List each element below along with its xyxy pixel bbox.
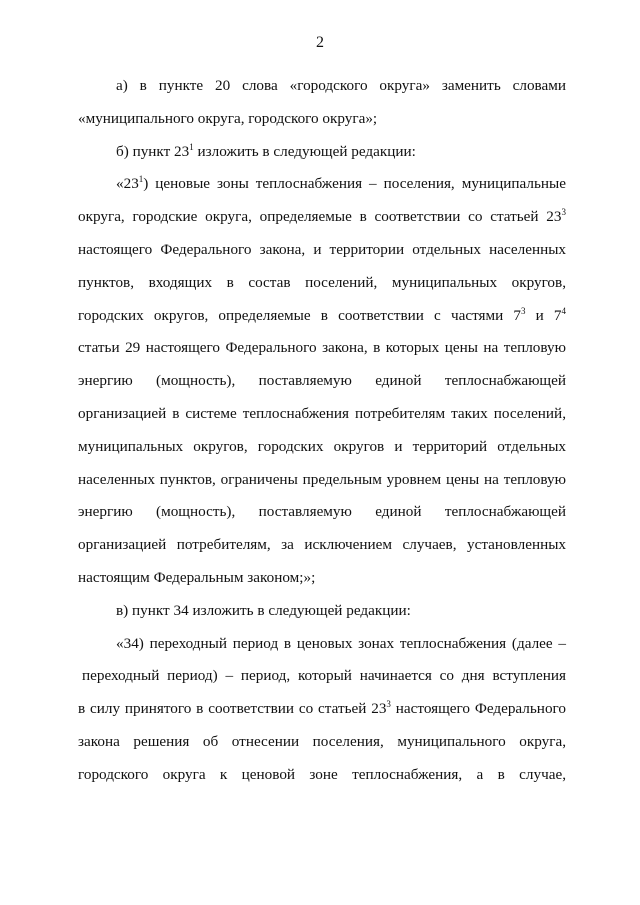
- paragraph-p-v: [78, 595, 566, 628]
- text-run: ) ценовые зоны теплоснабжения – поселения, муниципальные: [143, 175, 566, 193]
- superscript-index: 4: [561, 305, 566, 316]
- text-run: муниципальных округов, городских округов и территорий отдельных: [78, 437, 566, 455]
- paragraph-p-34: [78, 628, 566, 792]
- text-run: «муниципального округа, городского округа»;: [78, 109, 378, 127]
- text-run: изложить в следующей редакции:: [193, 142, 416, 160]
- text-run: организацией в системе теплоснабжения потребителям таких поселений,: [78, 404, 566, 422]
- text-line: [78, 628, 566, 661]
- text-line: [78, 660, 566, 693]
- text-line: [78, 595, 566, 628]
- text-line: [78, 562, 566, 595]
- text-line: [78, 759, 566, 792]
- text-run: в силу принятого в соответствии со статьей 23: [78, 700, 387, 718]
- text-run: населенных пунктов, ограничены предельным уровнем цены на тепловую: [78, 470, 566, 488]
- text-line: [78, 365, 566, 398]
- text-line: [78, 168, 566, 201]
- text-run: а) в пункте 20 слова «городского округа» заменить словами: [116, 77, 566, 94]
- superscript-index: 3: [386, 699, 391, 710]
- text-run: б) пункт 23: [116, 142, 190, 160]
- text-line: [78, 398, 566, 431]
- document-body: [78, 70, 566, 792]
- text-line: [78, 496, 566, 529]
- text-run: статьи 29 настоящего Федерального закона, в которых цены на тепловую: [78, 339, 566, 357]
- paragraph-p-a: [78, 70, 566, 136]
- text-run: пунктов, входящих в состав поселений, муниципальных округов,: [78, 273, 566, 291]
- text-run: городских округов, определяемые в соответствии с частями 7: [78, 306, 521, 324]
- text-line: [78, 103, 566, 136]
- text-run: городского округа к ценовой зоне теплоснабжения, а в случае,: [78, 765, 566, 783]
- text-line: [78, 332, 566, 365]
- superscript-index: 1: [189, 141, 194, 152]
- superscript-index: 3: [520, 305, 526, 316]
- text-line: [78, 234, 566, 267]
- text-run: закона решения об отнесении поселения, муниципального округа,: [78, 732, 566, 750]
- text-run: энергию (мощность), поставляемую единой теплоснабжающей: [78, 503, 566, 521]
- page-number: 2: [316, 34, 324, 51]
- paragraph-p-23-1: [78, 168, 566, 594]
- text-line: [78, 70, 566, 103]
- superscript-index: 3: [561, 207, 566, 218]
- text-run: и 7: [525, 306, 562, 324]
- text-line: [78, 431, 566, 464]
- text-line: [78, 726, 566, 759]
- text-line: [78, 693, 566, 726]
- text-line: [78, 300, 566, 333]
- superscript-index: 1: [138, 174, 144, 185]
- text-run: настоящим Федеральным законом;»;: [78, 568, 316, 586]
- text-run: округа, городские округа, определяемые в соответствии со статьей 23: [78, 208, 562, 226]
- text-line: [78, 201, 566, 234]
- text-run: настоящего Федерального закона, и территории отдельных населенных: [78, 240, 566, 258]
- text-line: [78, 464, 566, 497]
- text-line: [78, 136, 566, 169]
- text-run: «23: [116, 175, 139, 193]
- text-run: настоящего Федерального: [390, 700, 566, 718]
- text-run: «34) переходный период в ценовых зонах теплоснабжения (далее –: [116, 634, 566, 652]
- paragraph-p-b: [78, 136, 566, 169]
- text-run: в) пункт 34 изложить в следующей редакции:: [116, 601, 411, 619]
- text-run: организацией потребителям, за исключением случаев, установленных: [78, 536, 566, 554]
- text-line: [78, 267, 566, 300]
- text-run: энергию (мощность), поставляемую единой теплоснабжающей: [78, 372, 566, 390]
- text-line: [78, 529, 566, 562]
- text-run: переходный период) – период, который начинается со дня вступления: [82, 667, 566, 685]
